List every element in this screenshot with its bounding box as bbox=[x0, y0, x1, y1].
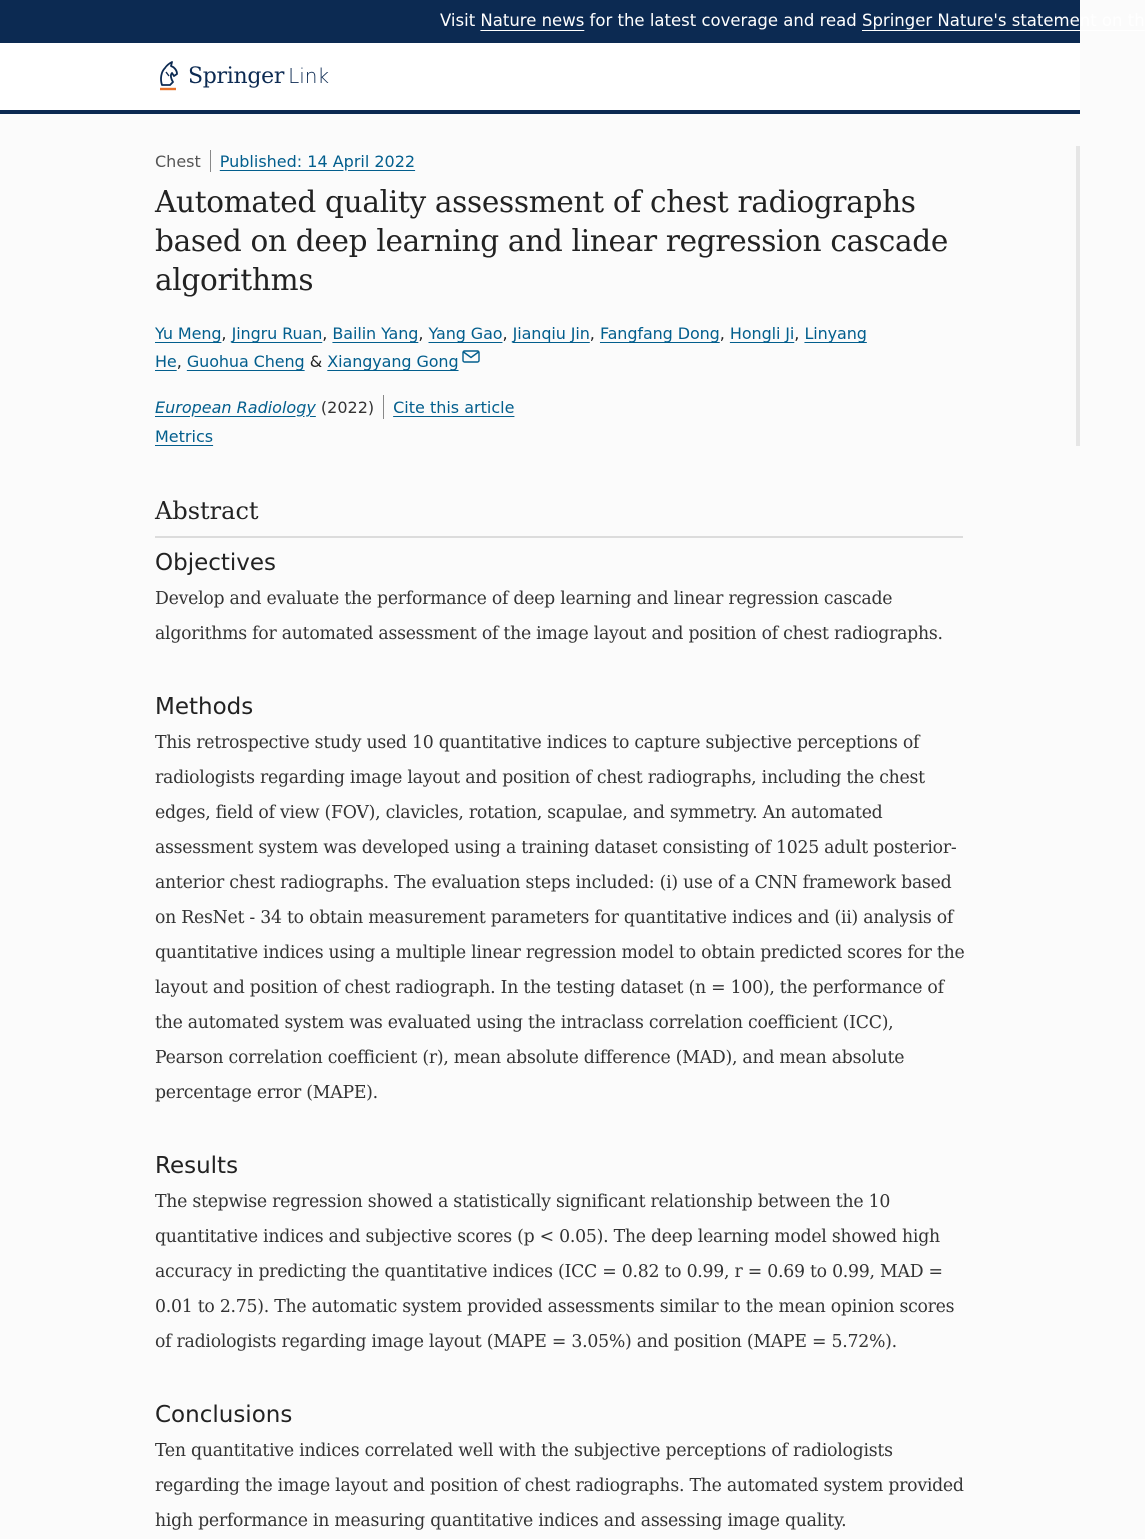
objectives-text: Develop and evaluate the performance of deep learning and linear regression cascade algorithms for automated assessment of the image layout and position of chest radiographs. bbox=[155, 589, 943, 644]
journal-link[interactable]: European Radiology bbox=[155, 397, 316, 417]
journal-divider bbox=[383, 395, 384, 419]
author-link[interactable]: Hongli Ji bbox=[729, 324, 795, 343]
logo-subtitle: Link bbox=[288, 64, 330, 88]
author-link[interactable]: Fangfang Dong bbox=[599, 324, 720, 343]
results-heading: Results bbox=[155, 1153, 239, 1179]
article-title: Automated quality assessment of chest radiographs based on deep learning and linear regression cascade algorithms bbox=[155, 185, 949, 297]
publication-year: (2022) bbox=[315, 397, 375, 417]
banner-text bbox=[440, 11, 1145, 30]
article-content bbox=[155, 146, 965, 1539]
author-separator: , bbox=[794, 324, 805, 343]
objectives-heading: Objectives bbox=[155, 550, 277, 576]
methods-text: This retrospective study used 10 quantitative indices to capture subjective perceptions of radiologists regarding image layout and position of chest radiographs, including the chest edges, field of view (FOV), clavicles, rotation, scapulae, and symmetry. An automated assessment system was developed using a training dataset consisting of 1025 adult posterior-anterior chest radiographs. The evaluation steps included: (i) use of a CNN framework based on ResNet - 34 to obtain measurement parameters for quantitative indices and (ii) analysis of quantitative indices using a multiple linear regression model to obtain predicted scores for the layout and position of chest radiograph. In the testing dataset (n = 100), the performance of the automated system was evaluated using the intraclass correlation coefficient (ICC), Pearson correlation coefficient (r), mean absolute difference (MAD), and mean absolute percentage error (MAPE). bbox=[155, 733, 965, 1103]
author-list bbox=[155, 320, 965, 376]
springer-horse-icon bbox=[154, 59, 182, 93]
author-and: & bbox=[304, 352, 328, 371]
author-link[interactable]: Bailin Yang bbox=[332, 324, 419, 343]
article-meta-top bbox=[155, 146, 965, 176]
meta-divider bbox=[210, 150, 211, 172]
author-separator: , bbox=[589, 324, 600, 343]
methods-heading: Methods bbox=[155, 694, 254, 720]
site-header bbox=[0, 43, 1080, 114]
email-icon[interactable] bbox=[462, 350, 480, 363]
author-link[interactable]: Linyang He bbox=[155, 324, 867, 371]
abstract-section-objectives bbox=[155, 550, 965, 652]
author-separator: , bbox=[176, 352, 187, 371]
abstract-section-conclusions bbox=[155, 1402, 965, 1539]
author-link[interactable]: Yu Meng bbox=[155, 324, 222, 343]
author-link[interactable]: Xiangyang Gong bbox=[327, 352, 459, 371]
scrollbar[interactable] bbox=[1076, 146, 1080, 446]
abstract-heading: Abstract bbox=[155, 497, 963, 538]
journal-row bbox=[155, 394, 965, 420]
author-separator: , bbox=[221, 324, 232, 343]
author-separator: , bbox=[418, 324, 429, 343]
author-link[interactable]: Jianqiu Jin bbox=[512, 324, 590, 343]
author-link[interactable]: Jingru Ruan bbox=[231, 324, 323, 343]
metrics-link[interactable]: Metrics bbox=[155, 427, 214, 446]
banner-mid-text: for the latest coverage and read bbox=[584, 11, 862, 30]
conclusions-text: Ten quantitative indices correlated well with the subjective perceptions of radiologists regarding the image layout and position of chest radiographs. The automated system provided high performance in measuring quantitative indices and assessing image quality. bbox=[155, 1441, 964, 1531]
author-separator: , bbox=[719, 324, 730, 343]
results-text: The stepwise regression showed a statistically significant relationship between the 10 quantitative indices and subjective scores (p < 0.05). The deep learning model showed high accuracy in predicting the quantitative indices (ICC = 0.82 to 0.99, r = 0.69 to 0.99, MAD = 0.01 to 2.75). The automatic system provided assessments similar to the mean opinion scores of radiologists regarding image layout (MAPE = 3.05%) and position (MAPE = 5.72%). bbox=[155, 1192, 955, 1352]
logo-wordmark: Springer bbox=[188, 63, 285, 89]
announcement-banner bbox=[0, 0, 1145, 43]
author-link[interactable]: Yang Gao bbox=[428, 324, 503, 343]
nature-news-link[interactable]: Nature news bbox=[480, 11, 585, 30]
published-date-link[interactable]: Published: 14 April 2022 bbox=[219, 151, 416, 171]
author-link[interactable]: Guohua Cheng bbox=[186, 352, 305, 371]
banner-pre-text: Visit bbox=[440, 11, 481, 30]
section-label: Chest bbox=[155, 151, 201, 171]
statement-link[interactable]: Springer Nature's statement on th bbox=[861, 11, 1145, 30]
abstract-section-methods bbox=[155, 694, 965, 1111]
author-separator: , bbox=[502, 324, 513, 343]
metrics-row bbox=[155, 427, 965, 453]
cite-article-link[interactable]: Cite this article bbox=[393, 397, 515, 417]
abstract-section-results bbox=[155, 1153, 965, 1360]
author-separator: , bbox=[322, 324, 333, 343]
springer-link-logo[interactable] bbox=[154, 59, 329, 93]
conclusions-heading: Conclusions bbox=[155, 1402, 293, 1428]
